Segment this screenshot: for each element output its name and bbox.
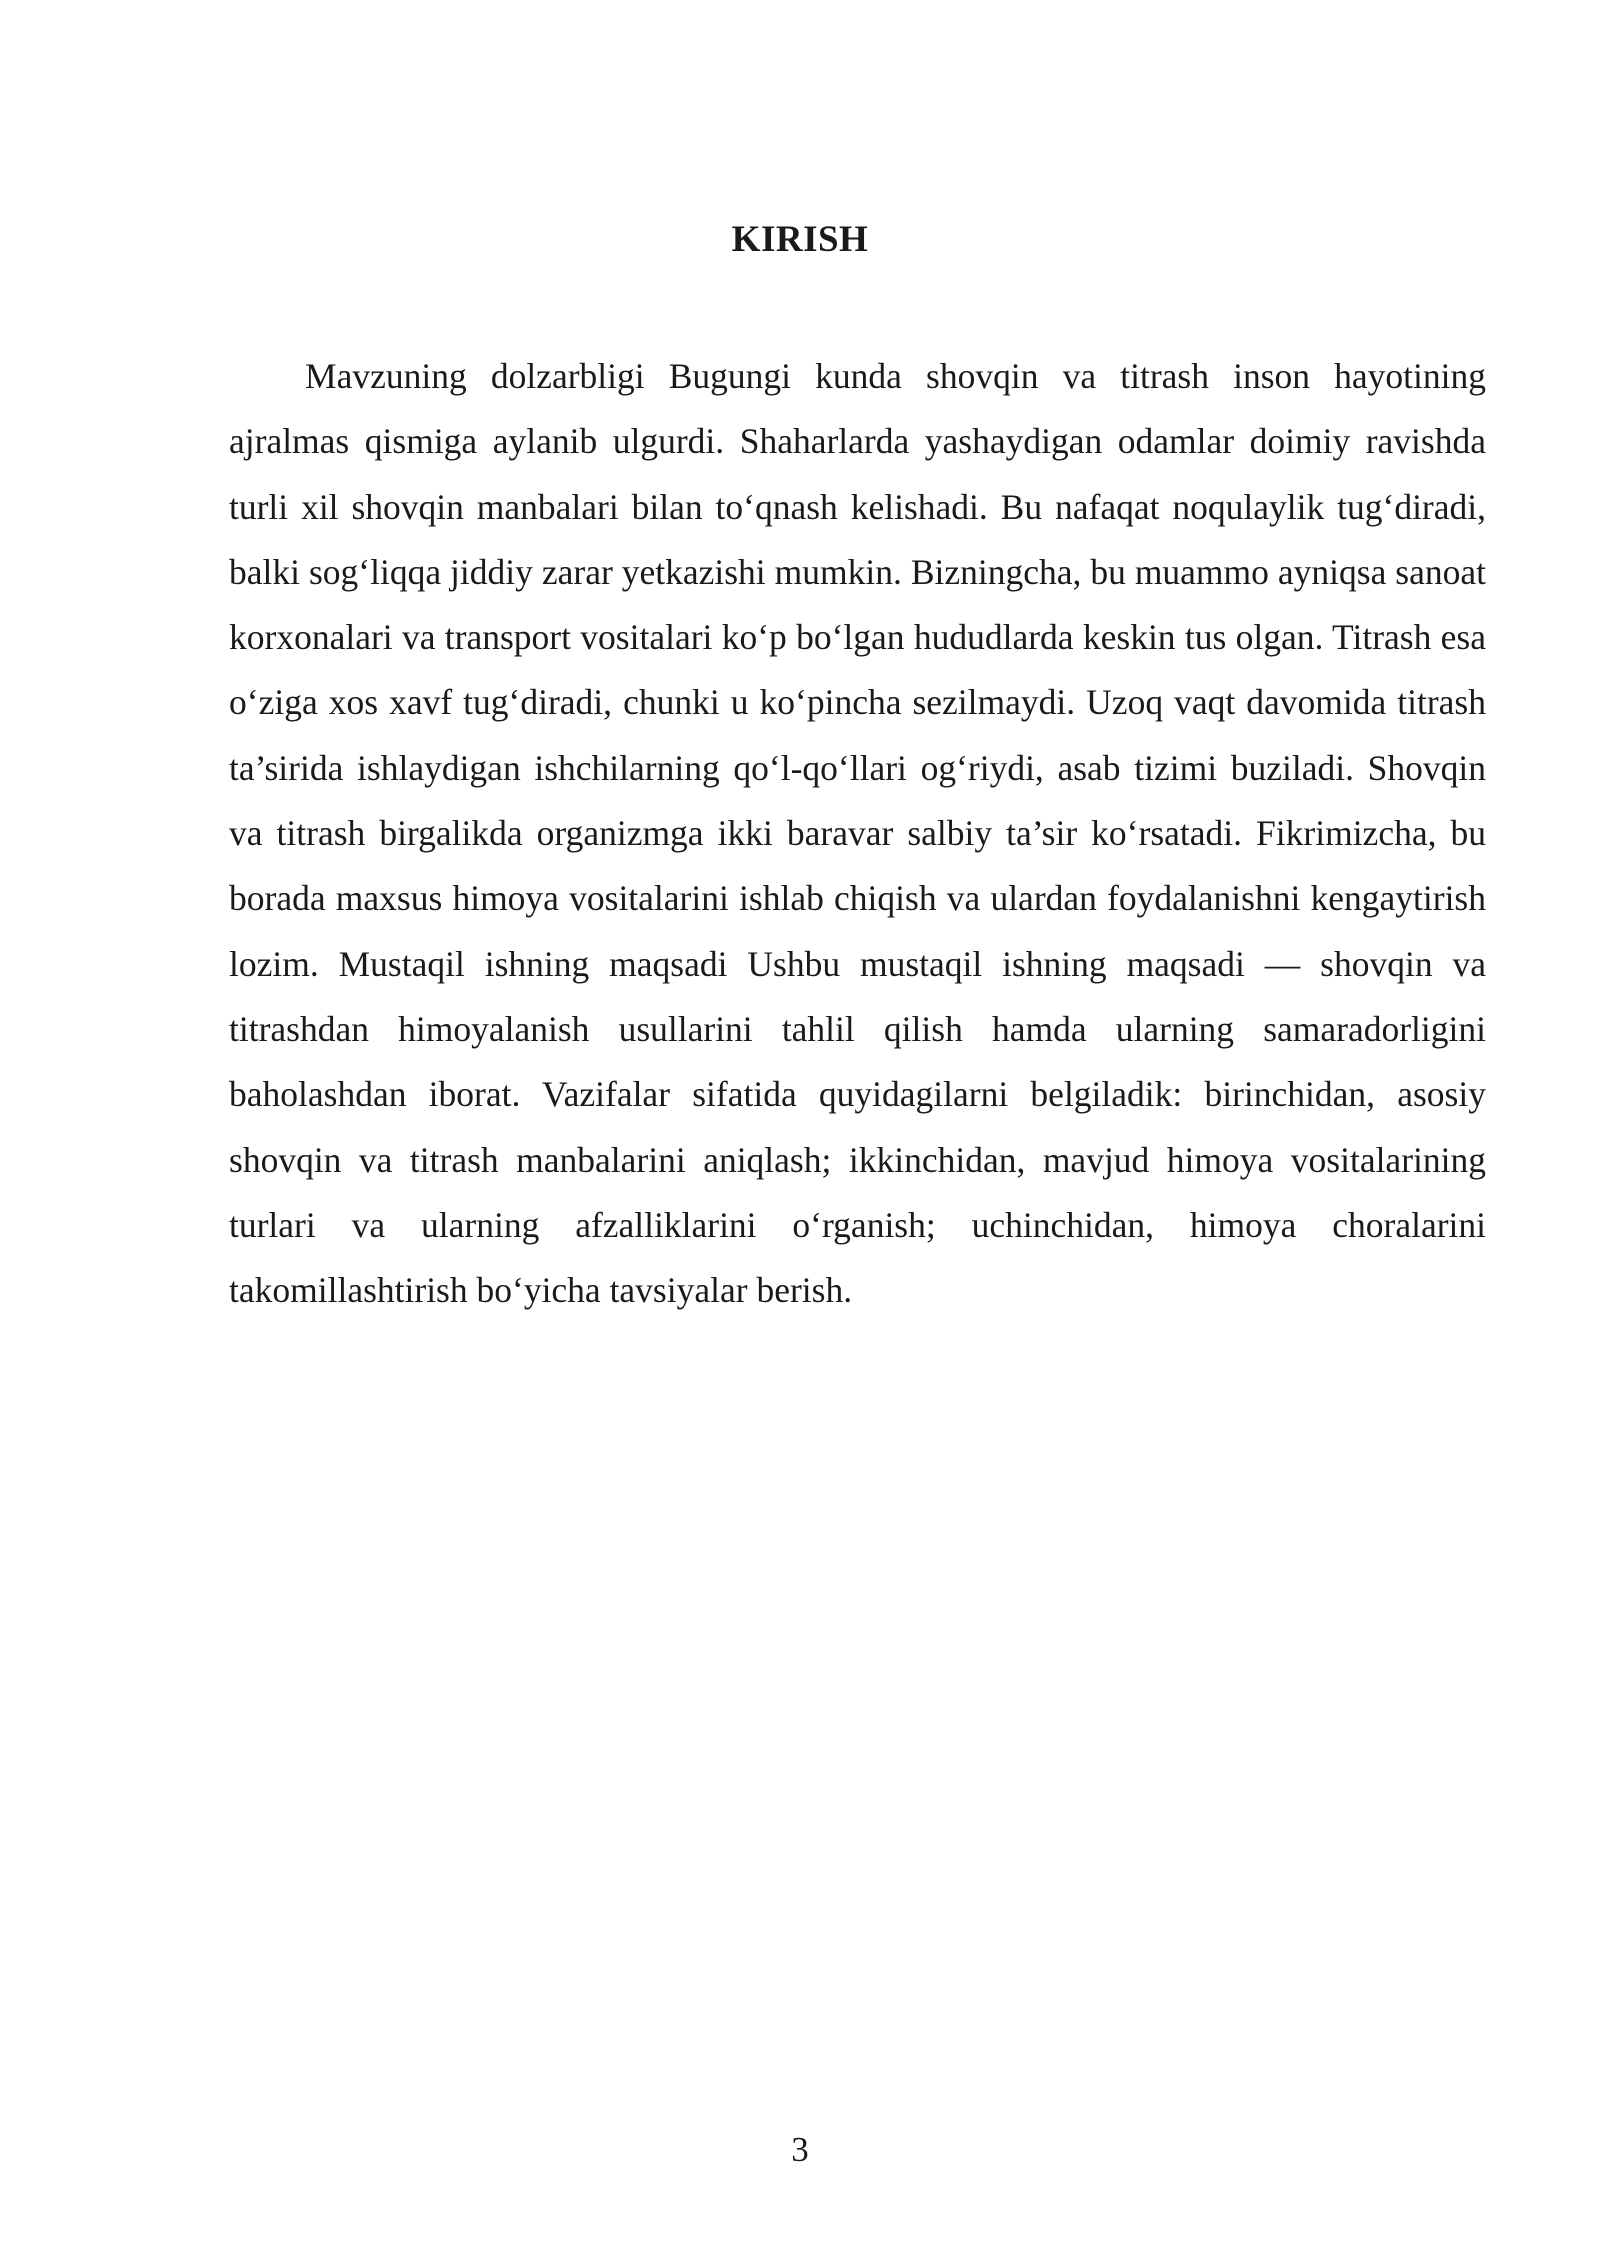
body-paragraph: Mavzuning dolzarbligi Bugungi kunda shovqin va titrash inson hayotining ajralmas qismiga aylanib ulgurdi. Shaharlarda yashaydigan odamlar doimiy ravishda turli xil shovqin manbalari bilan to‘qnash kelishadi. Bu nafaqat noqulaylik tug‘diradi, balki sog‘liqqa jiddiy zarar yetkazishi mumkin. Bizningcha, bu muammo ayniqsa sanoat korxonalari va transport vositalari ko‘p bo‘lgan hududlarda keskin tus olgan. Titrash esa o‘ziga xos xavf tug‘diradi, chunki u ko‘pincha sezilmaydi. Uzoq vaqt davomida titrash ta’sirida ishlaydigan ishchilarning qo‘l-qo‘llari og‘riydi, asab tizimi buziladi. Shovqin va titrash birgalikda organizmga ikki baravar salbiy ta’sir ko‘rsatadi. Fikrimizcha, bu borada maxsus himoya vositalarini ishlab chiqish va ulardan foydalanishni kengaytirish lozim. Mustaqil ishning maqsadi Ushbu mustaqil ishning maqsadi — shovqin va titrashdan himoyalanish usullarini tahlil qilish hamda ularning samaradorligini baholashdan iborat. Vazifalar sifatida quyidagilarni belgiladik: birinchidan, asosiy shovqin va titrash manbalarini aniqlash; ikkinchidan, mavjud himoya vositalarining turlari va ularning afzalliklarini o‘rganish; uchinchidan, himoya choralarini takomillashtirish bo‘yicha tavsiyalar berish. — [229, 356, 1486, 1311]
section-heading: KIRISH — [731, 219, 869, 260]
page-number: 3 — [791, 2130, 809, 2169]
